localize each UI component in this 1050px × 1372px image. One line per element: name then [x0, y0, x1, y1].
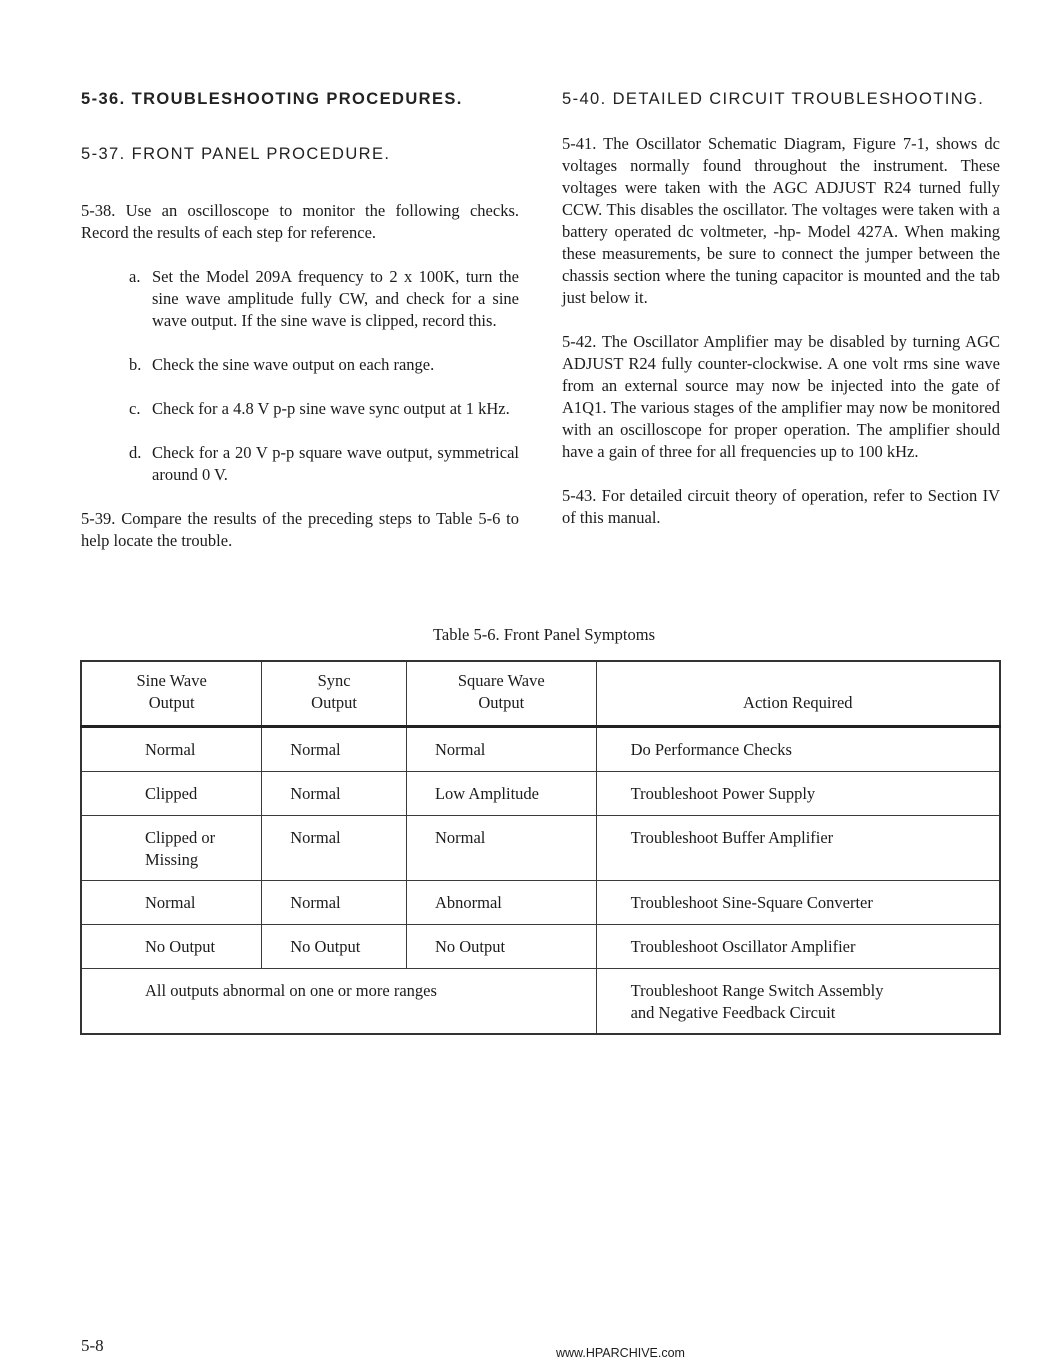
cell-text: Clipped — [145, 784, 198, 803]
table-row — [81, 881, 1000, 925]
cell-text: No Output — [434, 937, 506, 956]
cell-action — [596, 727, 1000, 772]
table-caption: Table 5-6. Front Panel Symptoms — [432, 625, 656, 644]
cell-action — [596, 969, 1000, 1035]
header-line: Square Wave — [457, 671, 545, 690]
cell-text: Troubleshoot Oscillator Amplifier — [630, 937, 856, 956]
paragraph-5-38: 5-38. Use an oscilloscope to monitor the following checks. Record the results of each step for reference. — [81, 201, 519, 242]
cell-text: Normal — [290, 828, 341, 847]
cell-merged-outputs — [81, 969, 596, 1035]
table-row — [81, 925, 1000, 969]
cell-action — [596, 772, 1000, 816]
step-letter: d. — [129, 443, 142, 462]
header-line: Output — [311, 693, 358, 712]
header-sync-output — [262, 661, 407, 727]
cell-text: Abnormal — [434, 893, 502, 912]
step-text: Check for a 4.8 V p-p sine wave sync output at 1 kHz. — [152, 399, 510, 418]
step-d — [129, 442, 519, 486]
step-letter: b. — [129, 355, 142, 374]
cell-square — [406, 772, 596, 816]
cell-square — [406, 925, 596, 969]
section-heading-5-40: 5-40. DETAILED CIRCUIT TROUBLESHOOTING. — [562, 90, 985, 108]
header-action-required — [596, 661, 1000, 727]
check-steps-list — [81, 266, 519, 486]
table-row — [81, 969, 1000, 1035]
cell-text: Troubleshoot Range Switch Assembly — [630, 981, 884, 1000]
front-panel-symptoms-table — [80, 660, 1001, 1035]
cell-sine — [81, 881, 262, 925]
header-line: Sync — [317, 671, 351, 690]
cell-sync — [262, 881, 407, 925]
paragraph-5-39: 5-39. Compare the results of the preceding steps to Table 5-6 to help locate the trouble. — [81, 509, 519, 550]
cell-text: Normal — [434, 828, 486, 847]
cell-square — [406, 881, 596, 925]
cell-text: Missing — [145, 850, 199, 869]
cell-square — [406, 727, 596, 772]
cell-sine — [81, 772, 262, 816]
cell-sine — [81, 816, 262, 881]
cell-sync — [262, 925, 407, 969]
cell-text: Normal — [290, 740, 341, 759]
table-row — [81, 727, 1000, 772]
left-column — [81, 90, 519, 552]
table-row — [81, 772, 1000, 816]
step-letter: c. — [129, 399, 141, 418]
paragraph-5-43: 5-43. For detailed circuit theory of operation, refer to Section IV of this manual. — [562, 486, 1000, 527]
cell-text: Normal — [290, 893, 341, 912]
cell-text: No Output — [290, 937, 361, 956]
cell-sync — [262, 727, 407, 772]
section-heading-5-36: 5-36. TROUBLESHOOTING PROCEDURES. — [81, 90, 463, 108]
header-line: Action Required — [743, 693, 853, 712]
paragraph-5-42: 5-42. The Oscillator Amplifier may be disabled by turning AGC ADJUST R24 fully counter-clockwise. A one volt rms sine wave from an external source may now be injected into the gate of A1Q1. The various stages of the amplifier may now be monitored with an oscilloscope for proper operation. The amplifier should have a gain of three for all frequencies up to 100 kHz. — [562, 332, 1000, 461]
cell-action — [596, 881, 1000, 925]
header-square-wave-output — [406, 661, 596, 727]
cell-text: and Negative Feedback Circuit — [630, 1003, 836, 1022]
cell-text: Normal — [290, 784, 341, 803]
header-line: Sine Wave — [136, 671, 207, 690]
cell-square — [406, 816, 596, 881]
step-letter: a. — [129, 267, 141, 286]
cell-text: All outputs abnormal on one or more ranges — [145, 981, 437, 1000]
section-heading-5-37: 5-37. FRONT PANEL PROCEDURE. — [81, 145, 391, 163]
cell-action — [596, 925, 1000, 969]
cell-text: Normal — [434, 740, 486, 759]
step-a — [129, 266, 519, 332]
cell-text: Do Performance Checks — [630, 740, 792, 759]
cell-text: Normal — [145, 893, 196, 912]
step-c — [129, 398, 519, 420]
cell-text: Low Amplitude — [434, 784, 540, 803]
right-column — [562, 90, 1000, 529]
cell-action — [596, 816, 1000, 881]
table-header-row — [81, 661, 1000, 727]
page-number: 5-8 — [81, 1336, 104, 1355]
cell-text: Troubleshoot Sine-Square Converter — [630, 893, 873, 912]
cell-sine — [81, 727, 262, 772]
footer-url: www.HPARCHIVE.com — [556, 1346, 685, 1360]
cell-text: No Output — [145, 937, 216, 956]
cell-text: Troubleshoot Buffer Amplifier — [630, 828, 834, 847]
step-text: Check for a 20 V p-p square wave output, symmetrical around 0 V. — [152, 443, 519, 484]
cell-sine — [81, 925, 262, 969]
cell-sync — [262, 816, 407, 881]
paragraph-5-41: 5-41. The Oscillator Schematic Diagram, Figure 7-1, shows dc voltages normally found throughout the instrument. These voltages were taken with the AGC ADJUST R24 turned fully CCW. This disables the oscillator. The voltages were taken with a battery operated dc voltmeter, -hp- Model 427A. When making these measurements, be sure to connect the jumper between the chassis section where the tuning capacitor is mounted and the tab just below it. — [562, 134, 1000, 307]
step-text: Check the sine wave output on each range. — [152, 355, 435, 374]
cell-sync — [262, 772, 407, 816]
header-line: Output — [478, 693, 525, 712]
table-row — [81, 816, 1000, 881]
cell-text: Clipped or — [145, 828, 216, 847]
cell-text: Normal — [145, 740, 196, 759]
step-text: Set the Model 209A frequency to 2 x 100K, turn the sine wave amplitude fully CW, and check for a sine wave output. If the sine wave is clipped, record this. — [152, 267, 519, 330]
header-line: Output — [148, 693, 195, 712]
header-sine-wave-output — [81, 661, 262, 727]
step-b — [129, 354, 519, 376]
cell-text: Troubleshoot Power Supply — [630, 784, 816, 803]
